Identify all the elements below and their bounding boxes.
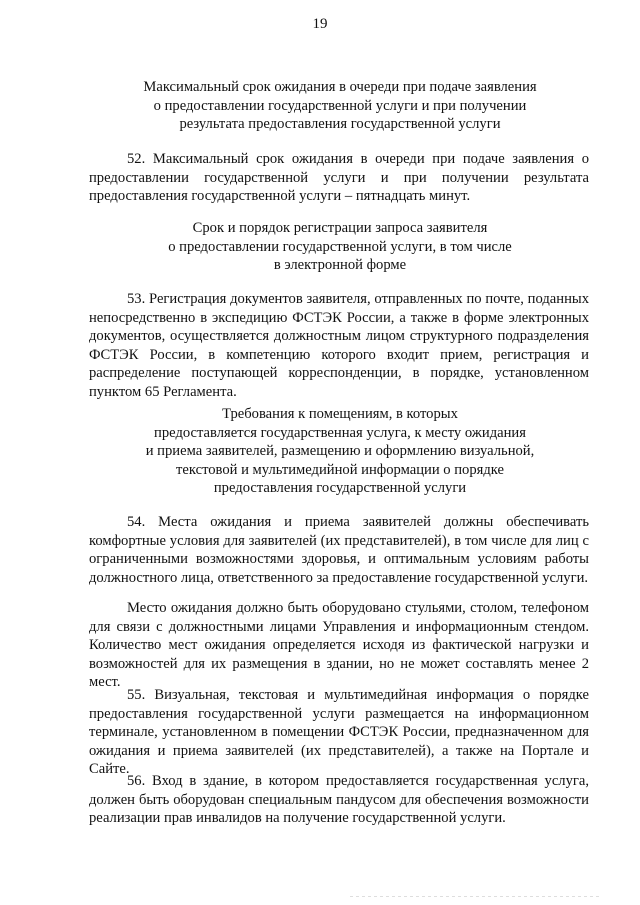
paragraph-54-continued: Место ожидания должно быть оборудовано стульями, столом, телефоном для связи с должностными лицами Управления и информационным стендом. Количество мест ожидания определяется исходя из фактической нагрузки и возможностей для их размещения в здании, но не может составлять менее 2 мест. (89, 600, 589, 691)
heading-line: текстовой и мультимедийной информации о порядке (176, 461, 504, 478)
heading-line: о предоставлении государственной услуги, в том числе (168, 238, 512, 255)
scan-edge-artifact (350, 896, 600, 897)
heading-line: Требования к помещениям, в которых (222, 406, 458, 422)
heading-line: предоставляется государственная услуга, к месту ожидания (154, 424, 526, 441)
heading-line: предоставления государственной услуги (213, 480, 467, 497)
paragraph-52: 52. Максимальный срок ожидания в очереди при подаче заявления о предоставлении государственной услуги и при получении результата предоставления государственной услуги – пятнадцать минут. (89, 151, 589, 205)
page-number: 19 (312, 16, 328, 32)
paragraph-56: 56. Вход в здание, в котором предоставляется государственная услуга, должен быть оборудован специальным пандусом для обеспечения возможности реализации прав инвалидов на получение государственной услуги. (89, 773, 589, 827)
paragraph-55: 55. Визуальная, текстовая и мультимедийная информация о порядке предоставления государственной услуги размещается на информационном терминале, установленном в помещении ФСТЭК России, предназначенном для ожидания и приема заявителей (их представителей), а также на Портале и Сайте. (89, 687, 589, 778)
paragraph-53: 53. Регистрация документов заявителя, отправленных по почте, поданных непосредственно в экспедицию ФСТЭК России, а также в форме электронных документов, осуществляется должностным лицом структурного подразделения ФСТЭК России, в компетенцию которого входит прием, регистрация и распределение поступающей корреспонденции, в порядке, установленном пунктом 65 Регламента. (89, 291, 589, 400)
heading-line: Срок и порядок регистрации запроса заявителя (192, 220, 488, 236)
heading-line: в электронной форме (273, 257, 407, 274)
paragraph-54: 54. Места ожидания и приема заявителей должны обеспечивать комфортные условия для заявителей (их представителей), в том числе для лиц с ограниченными возможностями здоровья, и оптимальным условиям работы должностного лица, ответственного за предоставление государственной услуги. (89, 514, 589, 586)
heading-line: о предоставлении государственной услуги и при получении (153, 97, 527, 114)
section-heading-premises (70, 405, 610, 498)
section-heading-registration (70, 219, 610, 275)
heading-line: результата предоставления государственной услуги (179, 116, 501, 133)
section-heading-waiting-time (70, 78, 610, 134)
heading-line: и приема заявителей, размещению и оформлению визуальной, (145, 443, 535, 460)
heading-line: Максимальный срок ожидания в очереди при подаче заявления (143, 79, 537, 95)
